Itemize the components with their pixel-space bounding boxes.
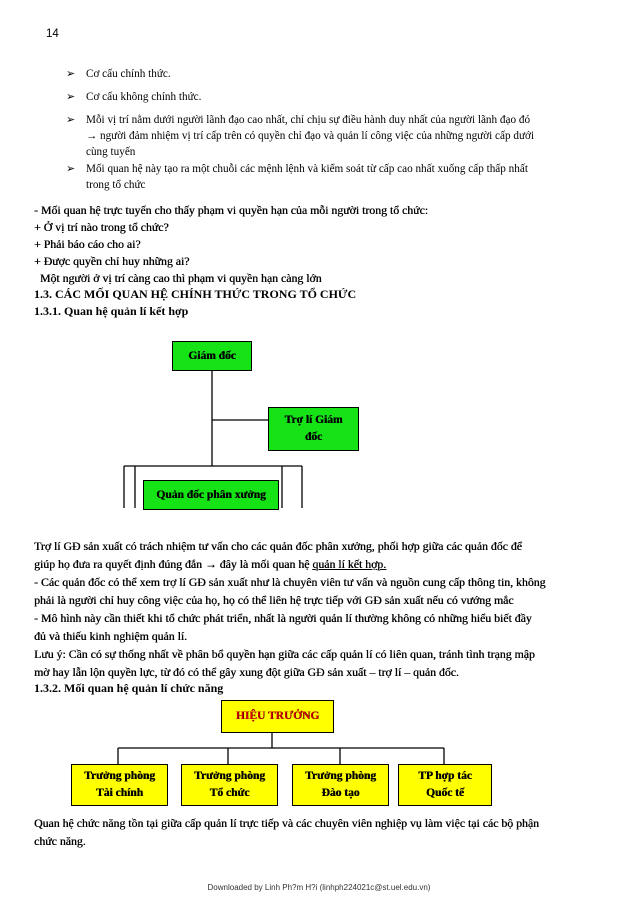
principal-label: HIỆU TRƯỞNG <box>235 710 320 722</box>
arrow-bullet-icon: ➢ <box>66 113 76 126</box>
paragraph-line <box>34 556 604 573</box>
personnel-head-box <box>181 764 278 806</box>
director-box <box>172 341 252 371</box>
department-label: Quốc tế <box>425 787 464 799</box>
assistant-label: đốc <box>304 431 323 443</box>
section-heading: 1.3. CÁC MỐI QUAN HỆ CHÍNH THỨC TRONG TỔ CHỨC <box>34 287 357 301</box>
training-head-box <box>292 764 389 806</box>
bullet-text: Mỗi vị trí nằm dưới người lãnh đạo cao nhất, chỉ chịu sự điều hành duy nhất của người lãnh đạo đó <box>86 114 531 126</box>
department-label: Trưởng phòng <box>194 770 265 782</box>
bullet-text: trong tổ chức <box>86 179 146 191</box>
paragraph-line: phải là người chỉ huy công việc của họ, họ có thể liên hệ trực tiếp với GĐ sản xuất nếu có vướng mắc <box>34 593 514 607</box>
paragraph-line: đủ và thiếu kinh nghiệm quản lí. <box>34 629 188 643</box>
underlined-term: quản lí kết hợp. <box>312 557 387 571</box>
department-label: TP hợp tác <box>418 770 472 782</box>
department-label: Trưởng phòng <box>84 770 155 782</box>
principal-box <box>221 700 334 733</box>
director-label: Giám đốc <box>188 349 236 362</box>
paragraph-line: Trợ lí GĐ sản xuất có trách nhiệm tư vấn cho các quản đốc phân xưởng, phối hợp giữa các quản đốc để <box>34 539 522 553</box>
scope-line: + Phải báo cáo cho ai? <box>34 237 141 251</box>
scope-line: - Mối quan hệ trực tuyến cho thấy phạm vi quyền hạn của mỗi người trong tổ chức: <box>34 203 428 217</box>
workshop-manager-box <box>143 480 279 510</box>
international-head-box <box>398 764 492 806</box>
paragraph-line: - Mô hình này cần thiết khi tổ chức phát triển, nhất là người quản lí thường không có những hiểu biết đầy <box>34 611 532 625</box>
workshop-manager-label: Quản đốc phân xưởng <box>156 488 266 501</box>
paragraph-line: chức năng. <box>34 834 86 848</box>
arrow-bullet-icon: ➢ <box>66 162 76 175</box>
arrow-bullet-icon: ➢ <box>66 90 76 103</box>
bullet-text: Cơ cấu chính thức. <box>86 68 171 80</box>
department-label: Trưởng phòng <box>305 770 376 782</box>
subsection-heading: 1.3.2. Mối quan hệ quản lí chức năng <box>34 681 224 695</box>
paragraph-text: giúp họ đưa ra quyết định đúng đắn → đây là mối quan hệ <box>34 557 313 571</box>
paragraph-line: Lưu ý: Cần có sự thống nhất về phân bổ quyền hạn giữa các cấp quản lí có liên quan, tránh tình trạng mập <box>34 647 535 661</box>
department-label: Tổ chức <box>209 787 250 799</box>
bullet-text: → người đảm nhiệm vị trí cấp trên có quyền chỉ đạo và quản lí công việc của những người cấp dưới <box>86 130 535 142</box>
paragraph-line: mờ hay lẫn lộn quyền lực, từ đó có thể gây xung đột giữa GĐ sản xuất – trợ lí – quản đốc. <box>34 665 459 679</box>
department-label: Tài chính <box>96 787 143 799</box>
finance-head-box <box>71 764 168 806</box>
page-number: 14 <box>46 28 59 40</box>
assistant-label: Trợ lí Giám <box>284 414 343 426</box>
arrow-bullet-icon: ➢ <box>66 67 76 80</box>
download-footer: Downloaded by Linh Ph?m H?i (linhph224021c@st.uel.edu.vn) <box>207 883 431 892</box>
scope-line: + Ở vị trí nào trong tổ chức? <box>34 220 169 234</box>
paragraph-line: Quan hệ chức năng tồn tại giữa cấp quản lí trực tiếp và các chuyên viên nghiệp vụ làm việc tại các bộ phận <box>34 816 539 830</box>
scope-line: Một người ở vị trí càng cao thì phạm vi quyền hạn càng lớn <box>34 271 322 285</box>
paragraph-line: - Các quản đốc có thể xem trợ lí GĐ sản xuất như là chuyên viên tư vấn và nguồn cung cấp thông tin, không <box>34 575 546 589</box>
subsection-heading: 1.3.1. Quan hệ quản lí kết hợp <box>34 304 189 318</box>
bullet-text: Mối quan hệ này tạo ra một chuỗi các mệnh lệnh và kiểm soát từ cấp cao nhất xuống cấp thấp nhất <box>86 163 528 175</box>
department-label: Đào tạo <box>321 787 360 799</box>
scope-line: + Được quyền chỉ huy những ai? <box>34 254 190 268</box>
bullet-text: cùng tuyến <box>86 146 136 158</box>
assistant-box <box>268 407 359 451</box>
bullet-text: Cơ cấu không chính thức. <box>86 91 202 103</box>
